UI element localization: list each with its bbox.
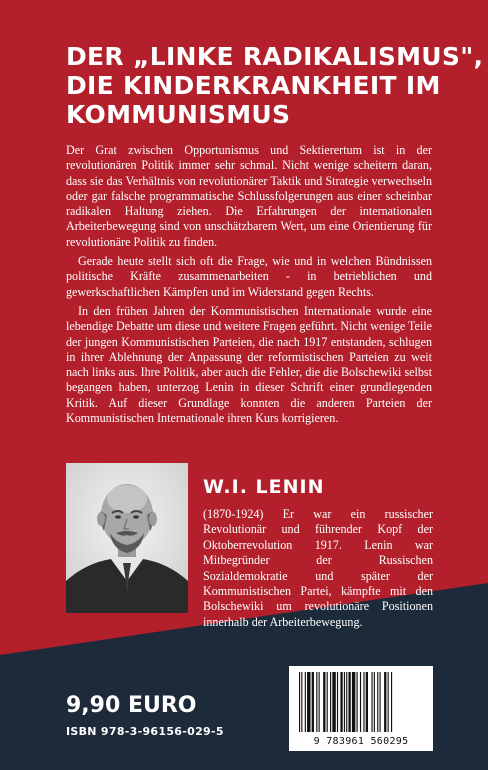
barcode-bar: [391, 672, 392, 732]
barcode-bar: [388, 672, 389, 732]
title-line-1: DER „LINKE RADIKALISMUS",: [66, 42, 484, 71]
barcode-bar: [312, 672, 314, 732]
barcode-bar: [307, 672, 310, 732]
barcode-bar: [357, 672, 358, 732]
book-description: [66, 143, 432, 430]
barcode-bar: [301, 672, 302, 732]
barcode-bar: [374, 672, 375, 732]
author-bio: (1870-1924) Er war ein russischer Revolutionär und führender Kopf der Oktoberrevolution 1917. Lenin war Mitbegründer der Russischen Sozialdemokratie und später der Kommunistischen Partei, kämpfte mit den Bolschewiki um revolutionäre Positionen innerhalb der Arbeiterbewegung.: [203, 507, 433, 629]
author-name: W.I. LENIN: [203, 476, 325, 498]
barcode-bar: [323, 672, 325, 732]
barcode-bar: [360, 672, 361, 732]
barcode-bar: [299, 672, 300, 732]
barcode-bar: [316, 672, 317, 732]
author-portrait-image: [66, 463, 188, 613]
description-paragraph-3: In den frühen Jahren der Kommunistischen Internationale wurde eine lebendige Debatte um diese und weitere Fragen geführt. Nicht wenige Teile der jungen Kommunistischen Parteien, die nach 1917 entstanden, schlugen in ihrer Ablehnung der Anpassung der reformistischen Parteien zu weit nach links aus. Ihre Politik, aber auch die Fehler, die die Bolschewiki selbst begangen haben, unterzog Lenin in dieser Schrift einer grundlegenden Kritik. Auf dieser Grundlage konnten die anderen Parteien der Kommunistischen Internationale ihren Kurs korrigieren.: [66, 303, 432, 426]
barcode-digits: 9 783961 560295: [313, 736, 409, 747]
barcode-bar: [305, 672, 306, 732]
book-title: [66, 42, 484, 129]
barcode-bar: [377, 672, 378, 732]
barcode-bar: [319, 672, 320, 732]
barcode-bar: [344, 672, 345, 732]
barcode-bar: [348, 672, 350, 732]
title-line-3: KOMMUNISMUS: [66, 100, 291, 129]
barcode-bar: [371, 672, 372, 732]
barcode-bar: [363, 672, 364, 732]
barcode-bar: [340, 672, 342, 732]
barcode-bar: [327, 672, 328, 732]
barcode-bar: [337, 672, 338, 732]
description-paragraph-2: Gerade heute stellt sich oft die Frage, wie und in welchen Bündnissen politische Kräfte zusammenarbeiten - in betrieblichen und gewerkschaftlichen Kämpfen und im Widerstand gegen Rechts.: [66, 254, 432, 299]
author-portrait: [66, 463, 188, 613]
barcode-bar: [380, 672, 381, 732]
barcode: [289, 666, 433, 751]
barcode-bar: [346, 672, 347, 732]
barcode-bar: [332, 672, 335, 732]
barcode-bar: [366, 672, 368, 732]
barcode-bar: [384, 672, 386, 732]
title-line-2: DIE KINDERKRANKHEIT IM: [66, 71, 441, 100]
barcode-bar: [352, 672, 355, 732]
isbn: ISBN 978-3-96156-029-5: [66, 725, 224, 738]
price: 9,90 EURO: [66, 693, 197, 718]
barcode-bar: [330, 672, 331, 732]
description-paragraph-1: Der Grat zwischen Opportunismus und Sektierertum ist in der revolutionären Politik immer sehr schmal. Nicht wenige scheitern daran, dass sie das Verhältnis von revolutionärer Taktik und Strategie verwechseln oder gar falsche programmatische Schlussfolgerungen aus einer scheinbar radikalen Haltung ziehen. Die Erfahrungen der internationalen Arbeiterbewegung sind von unschätzbarem Wert, um eine Orientierung für revolutionäre Politik zu finden.: [66, 143, 432, 249]
